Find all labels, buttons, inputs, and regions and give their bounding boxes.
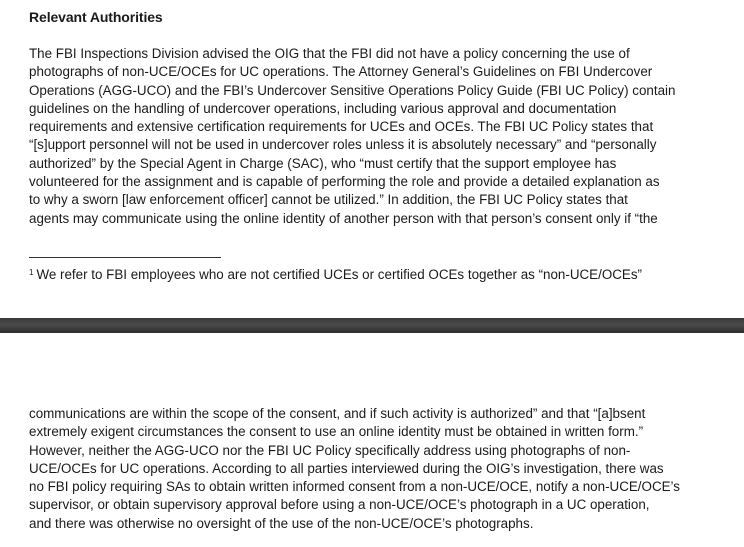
footnote-number: 1	[29, 268, 34, 277]
paragraph-line: UCE/OCEs for UC operations. According to all parties interviewed during the OIG’s investigation, there was	[29, 460, 664, 476]
paragraph-line: no FBI policy requiring SAs to obtain written informed consent from a non-UCE/OCE, notify a non-UCE/OCE’s	[29, 479, 680, 495]
paragraph-line: However, neither the AGG-UCO nor the FBI UC Policy specifically address using photographs of non-	[29, 442, 631, 458]
paragraph-line: “[s]upport personnel will not be used in undercover roles unless it is absolutely necessary” and “personally	[29, 137, 657, 153]
paragraph-2	[29, 405, 719, 533]
paragraph-1	[29, 45, 719, 228]
paragraph-line: extremely exigent circumstances the consent to use an online identity must be obtained in written form.”	[29, 424, 644, 440]
paragraph-line: requirements and extensive certification requirements for UCEs and OCEs. The FBI UC Policy states that	[29, 119, 654, 135]
footnote-divider	[29, 257, 221, 258]
paragraph-line: supervisor, or obtain supervisory approval before using a non-UCE/OCE’s photograph in a UC operation,	[29, 497, 650, 513]
paragraph-line: and there was otherwise no oversight of the use of the non-UCE/OCE’s photographs.	[29, 515, 534, 531]
section-heading: Relevant Authorities	[29, 9, 163, 25]
paragraph-line: authorized” by the Special Agent in Charge (SAC), who “must certify that the support employee has	[29, 155, 617, 171]
paragraph-line: to why a sworn [law enforcement officer] cannot be utilized.” In addition, the FBI UC Policy states that	[29, 192, 628, 208]
paragraph-line: The FBI Inspections Division advised the OIG that the FBI did not have a policy concerning the use of	[29, 46, 630, 61]
footnote-text: We refer to FBI employees who are not certified UCEs or certified OCEs together as “non-UCE/OCEs”	[36, 267, 642, 282]
page-break	[0, 318, 744, 333]
paragraph-line: communications are within the scope of the consent, and if such activity is authorized” and that “[a]bsent	[29, 406, 646, 421]
paragraph-line: photographs of non-UCE/OCEs for UC operations. The Attorney General’s Guidelines on FBI Undercover	[29, 64, 653, 80]
paragraph-line: Operations (AGG-UCO) and the FBI’s Undercover Sensitive Operations Policy Guide (FBI UC Policy) contain	[29, 82, 676, 98]
paragraph-line: guidelines on the handling of undercover operations, including various approval and documentation	[29, 100, 617, 116]
paragraph-line: volunteered for the assignment and is capable of performing the role and provide a detailed explanation as	[29, 174, 660, 190]
paragraph-line: agents may communicate using the online identity of another person with that person’s consent only if “the	[29, 210, 658, 226]
footnote	[29, 264, 642, 284]
